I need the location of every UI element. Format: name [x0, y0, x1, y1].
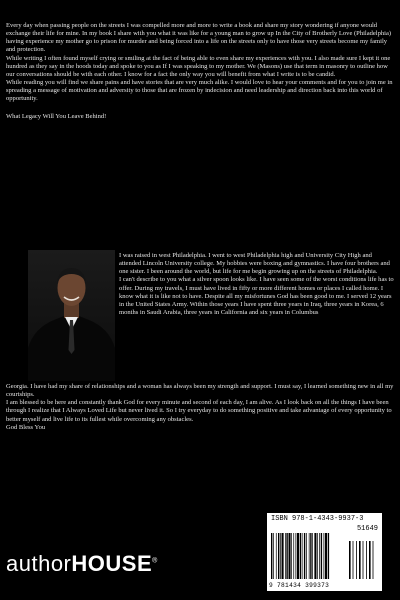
author-paragraph-2: I can't describe to you what a silver spoon looks like. I have seen some of the worst conditions life has to offer. During my travels, I must have lived in fifty or more different homes or places I called home. I know what it is like not to have. Despite all my misfortunes God has been good to me. I served 12 years in the United States Army. Within those years I have spent three years in Iraq, three years in Korea, 6 months in Saudi Arabia, three years in California and six years in Columbus: [119, 276, 394, 317]
publisher-logo-part2: HOUSE: [71, 551, 153, 576]
barcode-digits: 9 781434 399373: [269, 582, 330, 589]
intro-paragraph-1: Every day when passing people on the streets I was compelled more and more to write a book and share my story wondering if anyone would exchange their life for mine. In my book I share with you what it was like for a young man to grow up In the City of Brotherly Love (Philadelphia) having experience my mother go to prison for murder and being forced into a life on the streets only to have those very streets become my family and protection.: [6, 22, 392, 54]
author-photo: [28, 250, 115, 381]
publisher-logo: [6, 551, 158, 577]
publisher-logo-part1: author: [6, 551, 72, 576]
intro-text: [6, 22, 394, 121]
author-paragraph-1: I was raised in west Philadelphia. I went to west Philadelphia high and University City High and attended Lincoln University college. My hobbies were boxing and gymnastics. I have four brothers and one sister. I been around the world, but life for me begin growing up on the streets of Philadelphia.: [119, 252, 390, 276]
intro-paragraph-2: While writing I often found myself crying or smiling at the fact of being able to even share my experiences with you. I also made sure I kept it one hundred as they say in the hoods today and spoke to you as If I was speaking to my mother. We (Masons) use that term in masonry to outline how our conversations should be with each other. I know for a fact the only way you will benefit from what I write is to be candid.: [6, 54, 391, 78]
price-code: 51649: [356, 525, 378, 533]
registered-mark: ®: [152, 557, 158, 565]
author-bio-text: [119, 252, 394, 317]
barcode-bars: [271, 533, 378, 579]
bottom-paragraph-1: Georgia. I have had my share of relationships and a woman has always been my strength and support. I must say, I learned something new in all my courtships.: [6, 383, 394, 399]
isbn-barcode: [267, 513, 382, 591]
isbn-number: ISBN 978-1-4343-9937-3: [271, 515, 364, 523]
author-bio-continued: [6, 383, 394, 432]
tagline: What Legacy Will You Leave Behind!: [6, 112, 107, 120]
closing-line: God Bless You: [6, 423, 46, 431]
bottom-paragraph-2: I am blessed to be here and constantly thank God for every minute and second of each day, I am alive. As I look back on all the things I have been through I realize that I Always Loved Life but never lived it. So I try everyday to do something positive and take advantage of every opportunity to better myself and live life to its fullest while overcoming any obstacles.: [6, 399, 392, 423]
intro-paragraph-3: While reading you will find we share pains and have stories that are very much alike. I would love to hear your comments and for you to join me in spreading a message of motivation and adversity to those that are frozen by indecision and need leadership and direction back into this world of opportunity.: [6, 79, 393, 103]
author-silhouette: [28, 250, 115, 381]
